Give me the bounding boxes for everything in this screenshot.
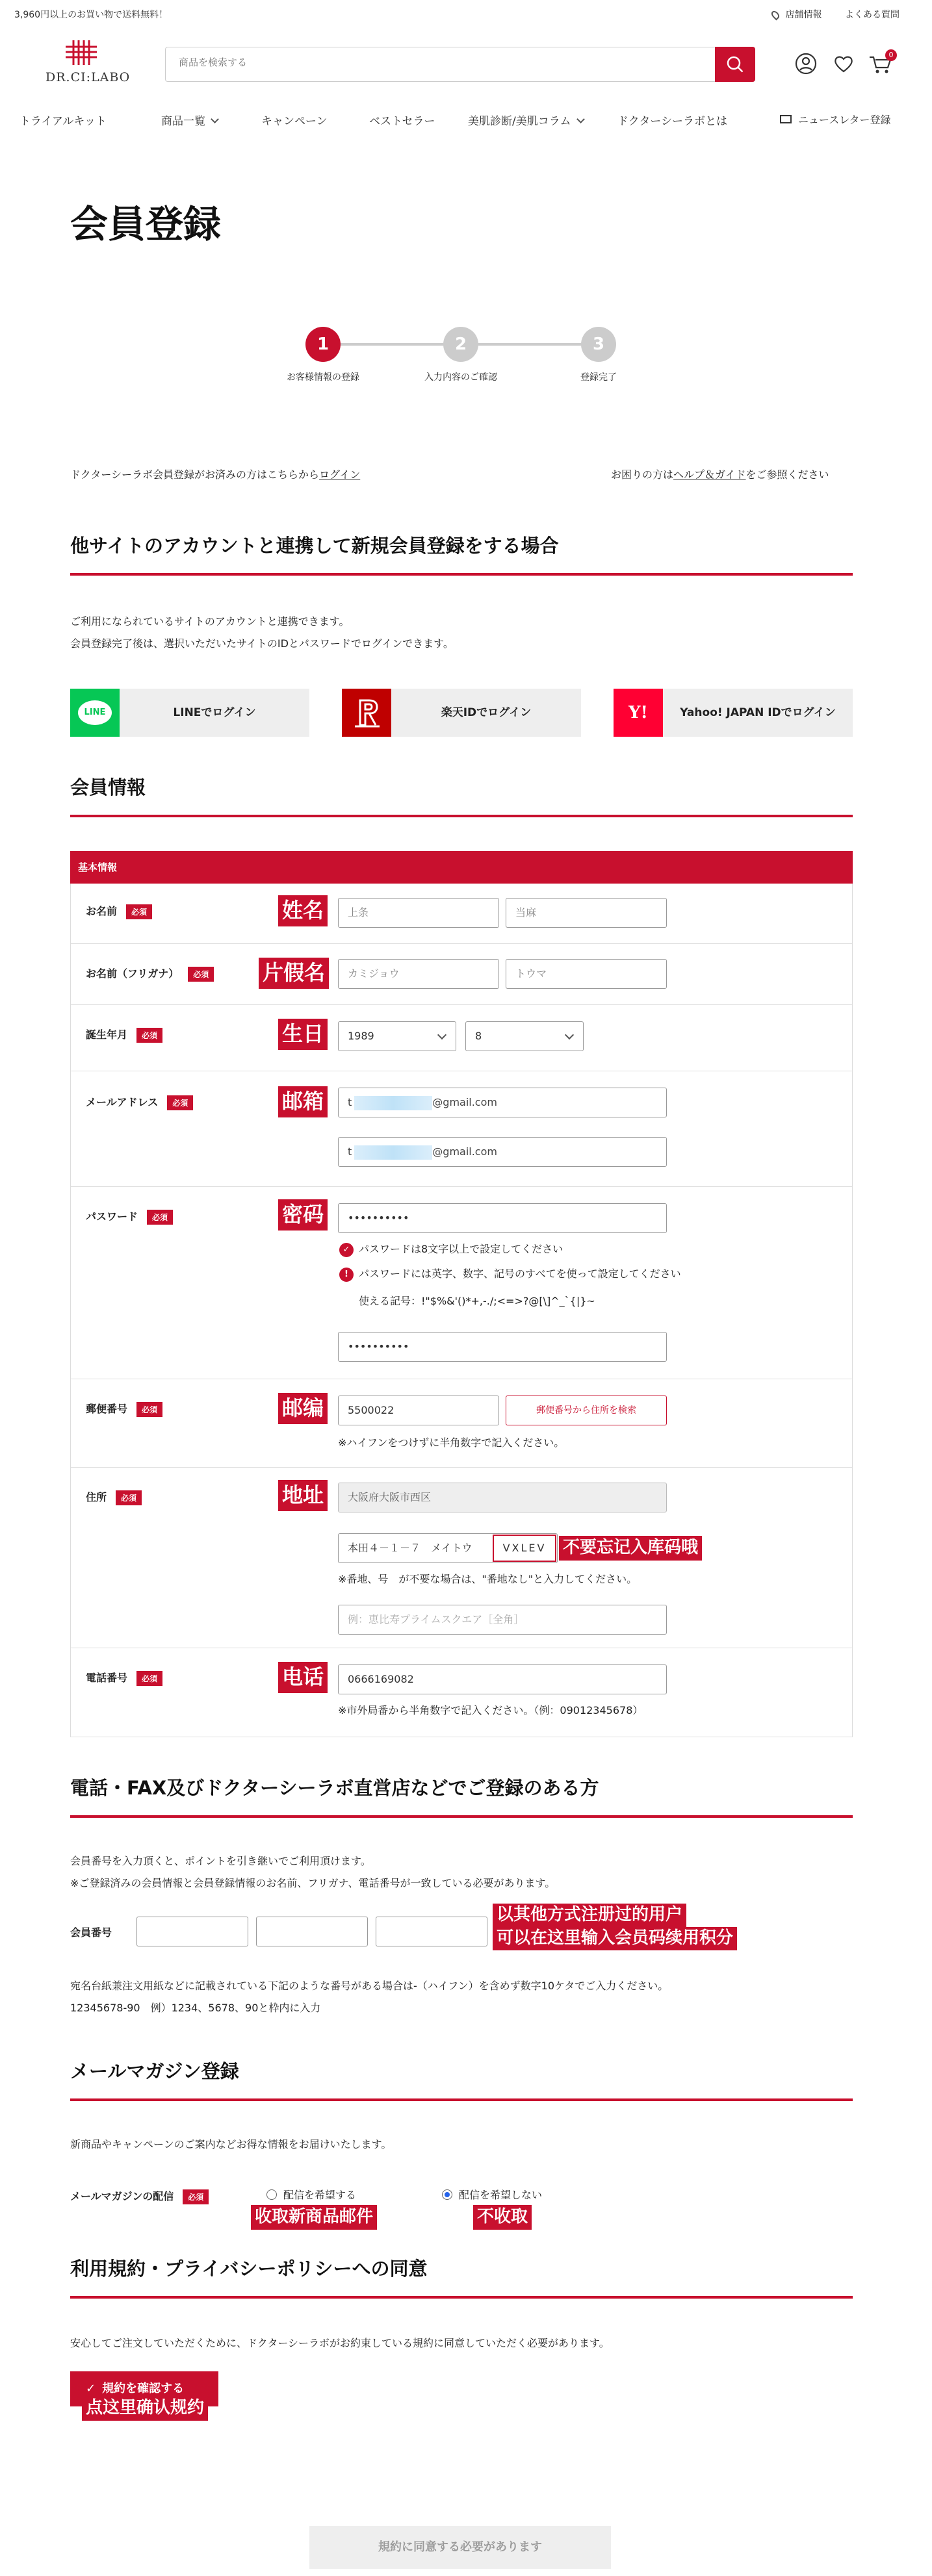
postal-search-button[interactable]: 郵便番号から住所を検索 <box>506 1396 667 1425</box>
section-divider <box>70 2296 853 2299</box>
member-number-input-3[interactable] <box>376 1917 487 1946</box>
mail-section-title: メールマガジン登録 <box>70 2060 239 2082</box>
shipping-notice: 3,960円以上のお買い物で送料無料！ <box>14 10 168 20</box>
last-name-kana-input[interactable]: カミジョウ <box>338 959 499 989</box>
nav-campaign[interactable]: キャンペーン <box>261 115 328 128</box>
password-rule-length: ✓ パスワードは8文字以上で設定してください <box>339 1241 563 1257</box>
terms-section-title: 利用規約・プライバシーポリシーへの同意 <box>70 2258 428 2280</box>
terms-desc: 安心してご注文していただくために、ドクターシーラボがお約束している規約に同意していただく必要があります。 <box>70 2337 610 2349</box>
faq-link[interactable]: よくある質問 <box>845 10 900 20</box>
annotation-name: 姓名 <box>278 895 328 926</box>
email-label: メールアドレス 必須 <box>86 1094 193 1110</box>
step-1-label: お客様情報の登録 <box>287 372 359 383</box>
member-number-label: 会員番号 <box>70 1926 112 1939</box>
logo-mark-icon <box>62 38 101 68</box>
postal-code-input[interactable]: 5500022 <box>338 1396 499 1425</box>
row-divider <box>70 943 853 944</box>
required-badge: 必須 <box>147 1210 173 1225</box>
birth-year-select[interactable]: 1989 <box>338 1021 456 1051</box>
section-divider <box>70 573 853 576</box>
member-number-note-2: 12345678-90 例）1234、5678、90と枠内に入力 <box>70 2002 321 2014</box>
section-divider <box>70 2098 853 2101</box>
required-badge: 必須 <box>136 1028 162 1043</box>
required-badge: 必須 <box>136 1402 162 1417</box>
location-pin-icon <box>770 10 781 21</box>
redacted-text <box>354 1096 432 1110</box>
password-label: パスワード 必須 <box>86 1208 173 1225</box>
annotation-phone: 电话 <box>278 1662 328 1693</box>
search-button[interactable] <box>715 47 755 82</box>
search-input[interactable] <box>179 57 686 68</box>
mail-opt-no[interactable]: 配信を希望しない <box>442 2187 542 2202</box>
required-badge: 必須 <box>116 1490 142 1505</box>
line-icon: LINE <box>70 689 120 737</box>
logo[interactable] <box>45 38 131 90</box>
phone-label: 電話番号 必須 <box>86 1670 162 1686</box>
birth-month-select[interactable]: 8 <box>465 1021 584 1051</box>
row-divider <box>70 1186 853 1187</box>
row-divider <box>70 1004 853 1005</box>
annotation-postal: 邮编 <box>278 1393 328 1424</box>
line-login-button[interactable]: LINE LINEでログイン <box>70 689 309 737</box>
annotation-address: 地址 <box>278 1480 328 1511</box>
email-confirm-input[interactable]: t @gmail.com <box>338 1137 667 1167</box>
store-desc-1: 会員番号を入力頂くと、ポイントを引き継いでご利用頂けます。 <box>70 1855 371 1867</box>
row-divider <box>70 1467 853 1468</box>
social-desc-2: 会員登録完了後は、選択いただいたサイトのIDとパスワードでログインできます。 <box>70 637 454 650</box>
radio-unchecked-icon[interactable] <box>266 2189 277 2200</box>
cart-icon[interactable] <box>868 52 898 75</box>
chevron-down-icon <box>576 115 585 123</box>
warehouse-code-highlight: VXLEV <box>493 1535 556 1562</box>
search-icon <box>715 47 755 82</box>
social-desc-1: ご利用になられているサイトのアカウントと連携できます。 <box>70 615 350 628</box>
kana-label: お名前（フリガナ） 必須 <box>86 965 214 982</box>
first-name-kana-input[interactable]: トウマ <box>506 959 667 989</box>
required-badge: 必須 <box>188 967 214 982</box>
help-note: お困りの方はヘルプ＆ガイドをご参照ください <box>611 468 829 481</box>
account-icon[interactable] <box>794 52 818 75</box>
nav-products[interactable]: 商品一覧 <box>161 112 218 128</box>
search-box <box>165 47 755 82</box>
favorite-heart-icon[interactable] <box>832 52 855 75</box>
password-input[interactable]: •••••••••• <box>338 1203 667 1233</box>
birth-label: 誕生年月 必須 <box>86 1027 162 1043</box>
member-number-note-1: 宛名台紙兼注文用紙などに記載されている下記のような番号がある場合は-（ハイフン）を含めず数字10ケタでご入力ください。 <box>70 1980 669 1992</box>
mail-delivery-label: メールマガジンの配信 必須 <box>70 2188 209 2204</box>
member-number-input-1[interactable] <box>136 1917 248 1946</box>
mail-opt-yes[interactable]: 配信を希望する <box>266 2187 356 2202</box>
required-badge: 必須 <box>126 904 152 919</box>
mail-icon <box>780 115 792 123</box>
yahoo-login-button[interactable]: Y! Yahoo! JAPAN IDでログイン <box>614 689 853 737</box>
annotation-birth: 生日 <box>278 1019 328 1050</box>
confirm-terms-button[interactable]: ✓ 規約を確認する <box>70 2371 218 2406</box>
nav-trial-kit[interactable]: トライアルキット <box>19 115 107 128</box>
store-section-title: 電話・FAX及びドクターシーラボ直営店などでご登録のある方 <box>70 1777 599 1799</box>
cart-count-badge: 0 <box>885 49 897 61</box>
required-badge: 必須 <box>136 1671 162 1686</box>
last-name-input[interactable]: 上条 <box>338 898 499 928</box>
top-bar <box>0 0 932 27</box>
phone-hint: ※市外局番から半角数字で記入ください。（例：09012345678） <box>338 1704 643 1716</box>
social-section-title: 他サイトのアカウントと連携して新規会員登録をする場合 <box>70 535 559 557</box>
yahoo-icon: Y! <box>614 689 663 737</box>
step-2-label: 入力内容のご確認 <box>424 372 497 383</box>
form-table-header: 基本情報 <box>70 851 853 884</box>
email-input[interactable]: t @gmail.com <box>338 1088 667 1117</box>
address-label: 住所 必須 <box>86 1489 142 1505</box>
help-guide-link[interactable]: ヘルプ＆ガイド <box>673 468 746 481</box>
annotation-terms: 点这里确认规约 <box>82 2396 208 2421</box>
step-3-indicator: 3 <box>581 327 616 362</box>
name-label: お名前 必須 <box>86 903 152 919</box>
annotation-kana: 片假名 <box>259 958 329 989</box>
store-info-link[interactable]: 店舗情報 <box>772 8 822 21</box>
section-divider <box>70 815 853 817</box>
step-3-label: 登録完了 <box>580 372 617 383</box>
chevron-down-icon <box>211 115 219 123</box>
password-symbols: 使える記号：!"$%&'()*+,-./;<=>?@[\]^_`{|}~ <box>359 1295 595 1307</box>
nav-bestseller[interactable]: ベストセラー <box>369 115 435 128</box>
radio-checked-icon[interactable] <box>442 2189 452 2200</box>
section-divider <box>70 1815 853 1818</box>
street-address-input[interactable]: 本田４－１－７ メイトウ <box>338 1533 558 1563</box>
store-desc-2: ※ご登録済みの会員情報と会員登録情報のお名前、フリガナ、電話番号が一致している必要があります。 <box>70 1877 556 1889</box>
password-rule-chars: ! パスワードには英字、数字、記号のすべてを使って設定してください <box>339 1266 681 1282</box>
rakuten-login-button[interactable]: 楽天IDでログイン <box>342 689 581 737</box>
annotation-warehouse-code: 不要忘记入库码哦 <box>559 1536 702 1561</box>
building-input[interactable]: 例：恵比寿プライムスクエア［全角］ <box>338 1605 667 1635</box>
alert-icon: ! <box>339 1268 354 1282</box>
annotation-member-number-1: 以其他方式注册过的用户 <box>493 1904 686 1927</box>
check-icon: ✓ <box>86 2382 96 2395</box>
mail-desc: 新商品やキャンペーンのご案内などお得な情報をお届けいたします。 <box>70 2138 392 2150</box>
annotation-mail-yes: 收取新商品邮件 <box>251 2205 377 2230</box>
phone-input[interactable]: 0666169082 <box>338 1664 667 1694</box>
nav-skin-diagnosis[interactable]: 美肌診断/美肌コラム <box>468 112 584 128</box>
login-note: ドクターシーラボ会員登録がお済みの方はこちらからログイン <box>70 468 361 481</box>
submit-button-disabled[interactable]: 規約に同意する必要があります <box>309 2526 611 2569</box>
annotation-password: 密码 <box>278 1199 328 1231</box>
check-icon: ✓ <box>339 1243 354 1257</box>
required-badge: 必須 <box>167 1095 193 1110</box>
page-title: 会員登録 <box>70 202 222 246</box>
first-name-input[interactable]: 当麻 <box>506 898 667 928</box>
postal-hint: ※ハイフンをつけずに半角数字で記入ください。 <box>338 1436 565 1449</box>
chevron-down-icon <box>565 1030 574 1039</box>
redacted-text <box>354 1145 432 1160</box>
address-hint: ※番地、号 が不要な場合は、"番地なし"と入力してください。 <box>338 1573 638 1585</box>
rakuten-r-icon <box>342 689 391 737</box>
nav-newsletter[interactable]: ニュースレター登録 <box>780 112 891 127</box>
step-2-indicator: 2 <box>443 327 478 362</box>
member-section-title: 会員情報 <box>70 776 146 798</box>
nav-about[interactable]: ドクターシーラボとは <box>617 115 727 128</box>
annotation-member-number-2: 可以在这里输入会员码续用积分 <box>493 1927 737 1950</box>
password-confirm-input[interactable]: •••••••••• <box>338 1332 667 1362</box>
member-number-input-2[interactable] <box>256 1917 368 1946</box>
required-badge: 必須 <box>183 2189 209 2204</box>
step-1-indicator: 1 <box>305 327 341 362</box>
login-link[interactable]: ログイン <box>319 468 361 481</box>
logo-text: DR.CI:LABO <box>45 70 131 84</box>
chevron-down-icon <box>437 1030 447 1039</box>
annotation-email: 邮箱 <box>278 1086 328 1117</box>
postal-label: 郵便番号 必須 <box>86 1401 162 1417</box>
annotation-mail-no: 不收取 <box>473 2205 532 2230</box>
prefecture-city-input[interactable]: 大阪府大阪市西区 <box>338 1483 667 1512</box>
